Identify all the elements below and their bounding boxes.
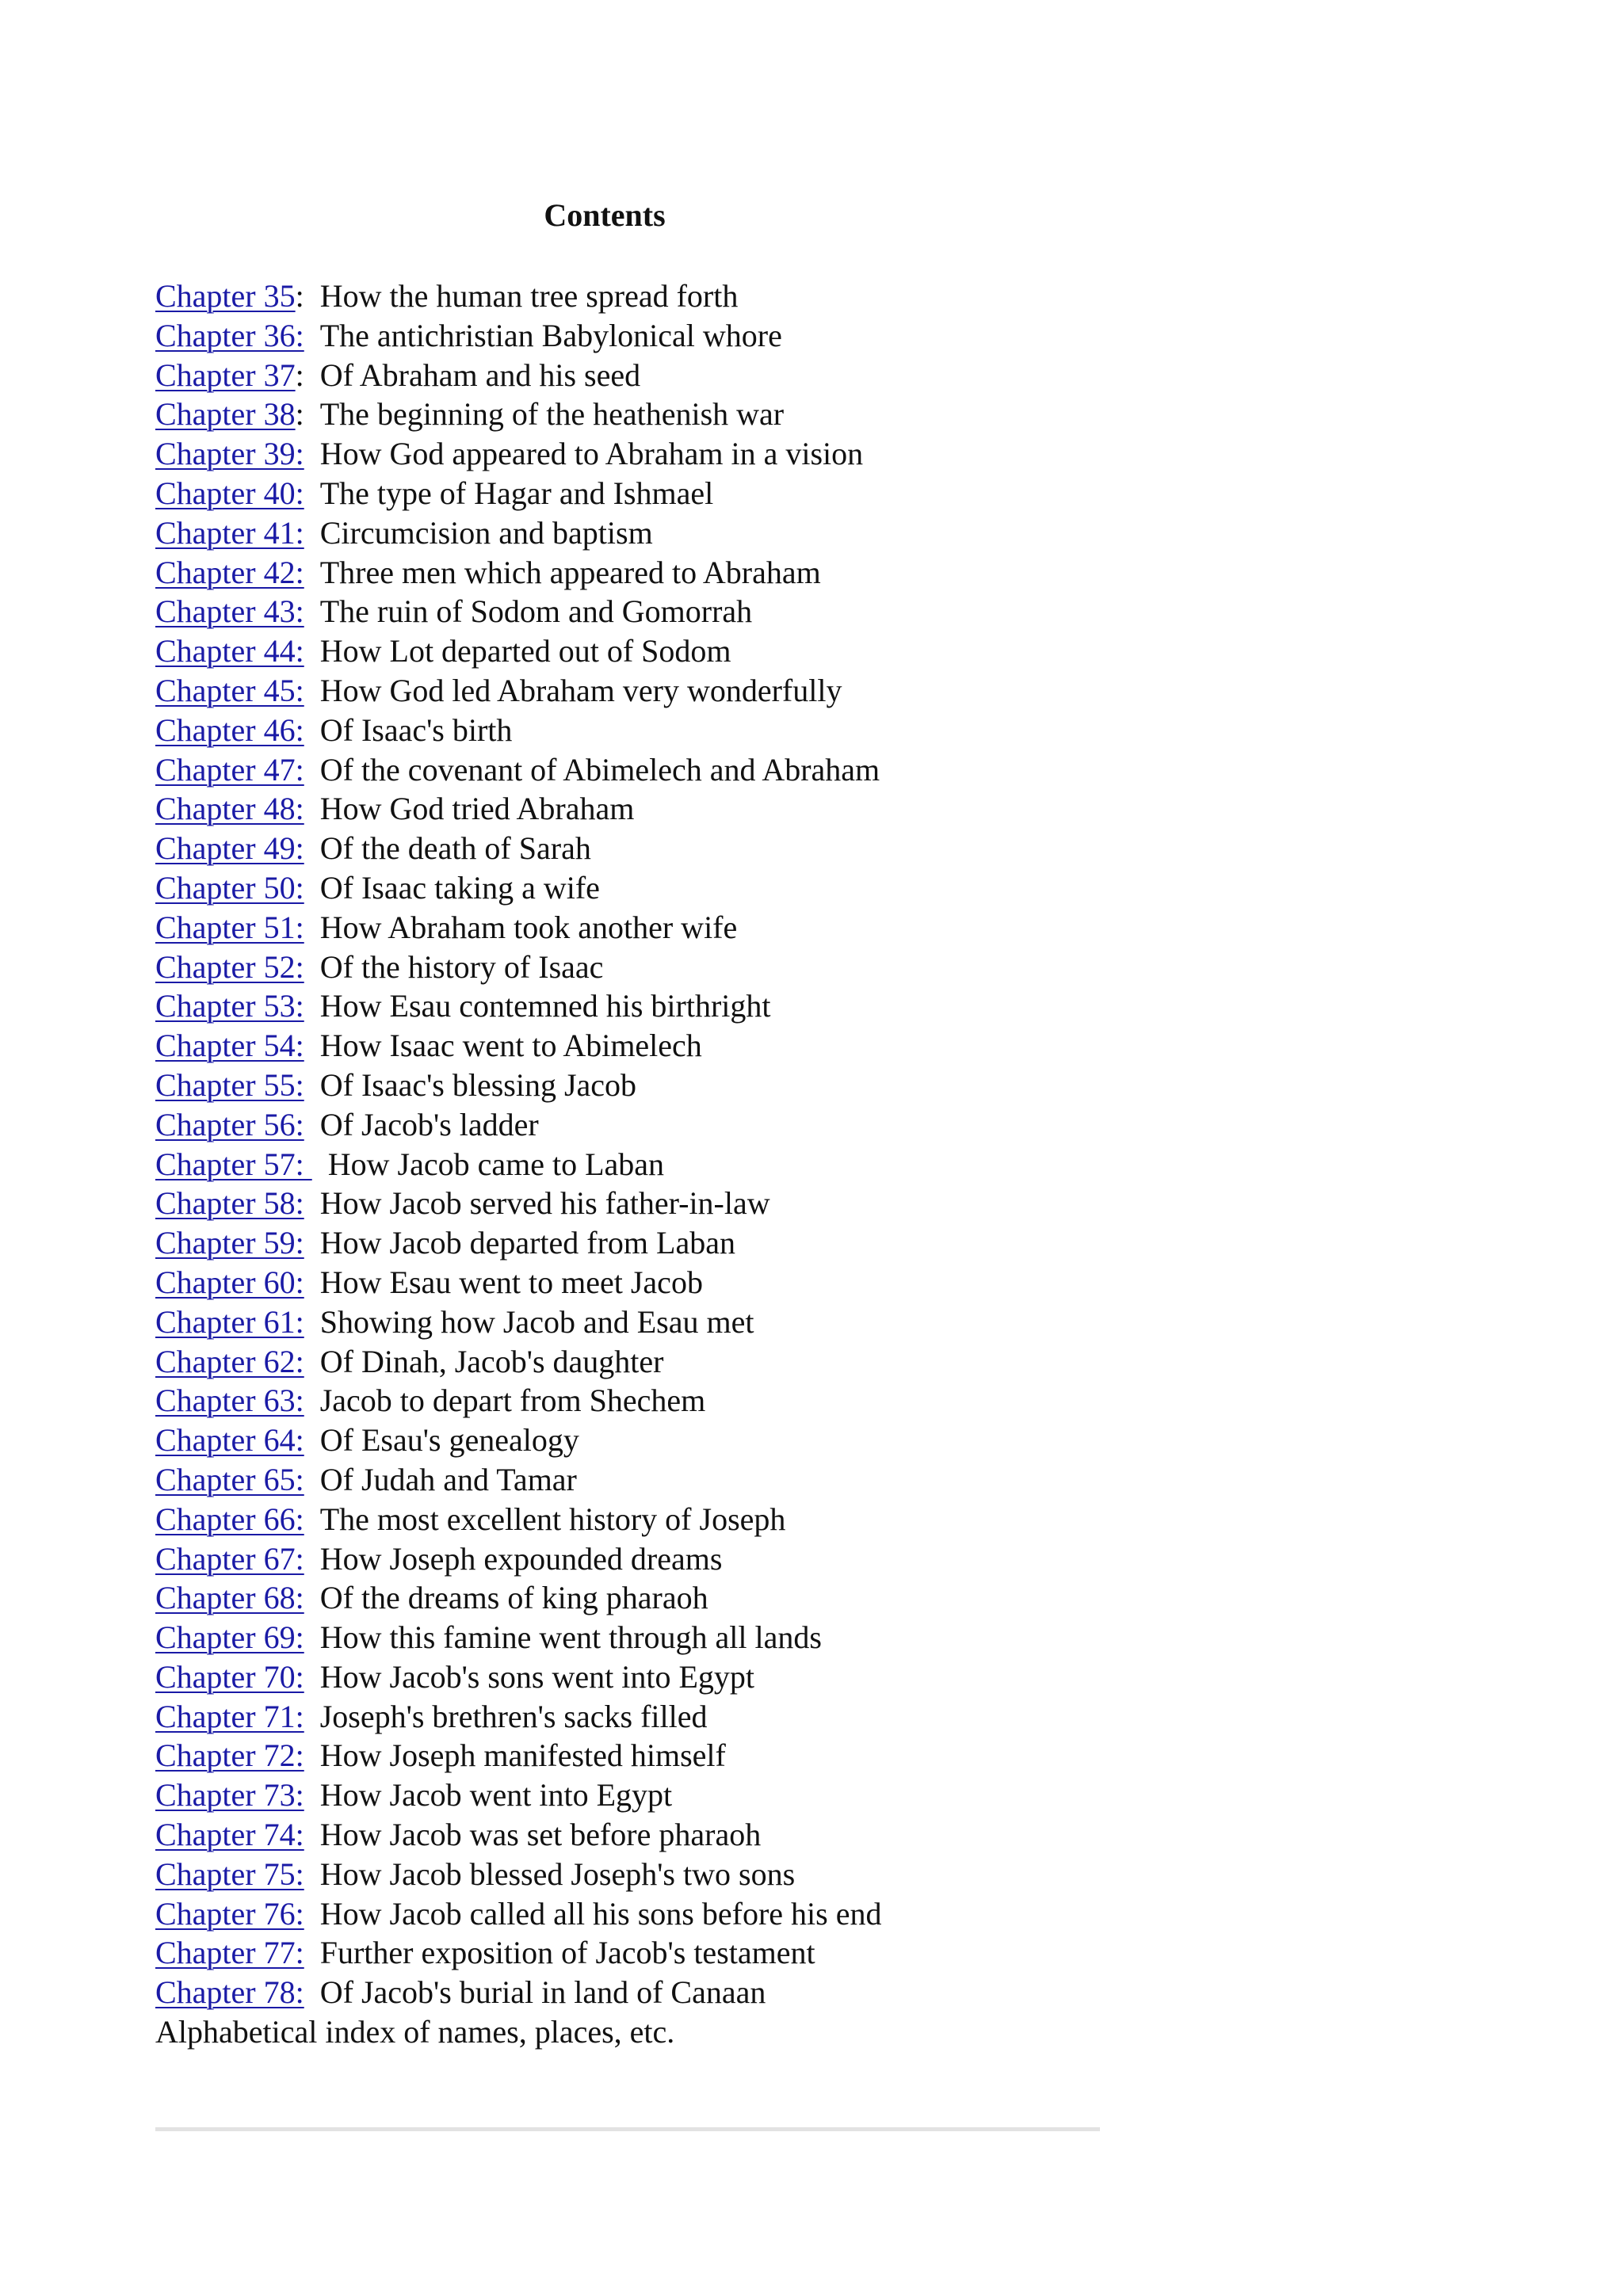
page-title: Contents [544, 197, 666, 233]
chapter-description: How God led Abraham very wonderfully [319, 672, 842, 708]
toc-row [155, 948, 1186, 987]
toc-row [155, 277, 1186, 316]
chapter-link[interactable]: Chapter 48: [155, 791, 304, 827]
toc-row [155, 592, 1186, 631]
chapter-description: Of Isaac's blessing Jacob [319, 1066, 637, 1103]
chapter-description: How Abraham took another wife [319, 909, 738, 945]
chapter-separator: : [295, 396, 304, 433]
chapter-link[interactable]: Chapter 67: [155, 1540, 304, 1577]
toc-row [155, 513, 1186, 553]
toc-row [155, 1539, 1186, 1579]
chapter-description: How Jacob was set before pharaoh [319, 1817, 762, 1853]
chapter-description: The ruin of Sodom and Gomorrah [319, 593, 753, 630]
chapter-link[interactable]: Chapter 50: [155, 869, 304, 906]
chapter-link[interactable]: Chapter 72: [155, 1737, 304, 1774]
chapter-link[interactable]: Chapter 58: [155, 1185, 304, 1222]
chapter-link[interactable]: Chapter 62: [155, 1343, 304, 1379]
toc-row [155, 316, 1186, 356]
chapter-description: How Jacob called all his sons before his end [319, 1895, 882, 1932]
chapter-link[interactable]: Chapter 70: [155, 1658, 304, 1695]
toc-row [155, 1775, 1186, 1815]
chapter-description: Of the dreams of king pharaoh [319, 1580, 708, 1616]
toc-row [155, 1736, 1186, 1775]
chapter-link[interactable]: Chapter 65: [155, 1461, 304, 1497]
toc-row [155, 1145, 1186, 1184]
chapter-link[interactable]: Chapter 44: [155, 633, 304, 669]
chapter-link[interactable]: Chapter 42: [155, 554, 304, 590]
toc-row [155, 1618, 1186, 1657]
toc-row [155, 986, 1186, 1026]
chapter-description: The antichristian Babylonical whore [319, 317, 782, 353]
chapter-description: How God tried Abraham [319, 791, 635, 827]
chapter-description: Of Dinah, Jacob's daughter [319, 1343, 664, 1379]
chapter-description: Circumcision and baptism [319, 514, 653, 551]
chapter-description: How Jacob came to Laban [327, 1146, 665, 1182]
chapter-link[interactable]: Chapter 36: [155, 317, 304, 353]
chapter-link[interactable]: Chapter 46: [155, 711, 304, 748]
chapter-description: Of Judah and Tamar [319, 1461, 577, 1497]
chapter-description: How Jacob's sons went into Egypt [319, 1658, 755, 1695]
toc-row [155, 1342, 1186, 1382]
chapter-link[interactable]: Chapter 51: [155, 909, 304, 945]
chapter-link[interactable]: Chapter 66: [155, 1501, 304, 1537]
toc-row [155, 1302, 1186, 1342]
toc-row [155, 1894, 1186, 1934]
chapter-link[interactable]: Chapter 71: [155, 1698, 304, 1734]
toc-row [155, 1973, 1186, 2012]
chapter-link[interactable]: Chapter 55: [155, 1066, 304, 1103]
chapter-description: How Jacob departed from Laban [319, 1225, 735, 1261]
chapter-link[interactable]: Chapter 56: [155, 1106, 304, 1142]
chapter-description: The most excellent history of Joseph [319, 1501, 786, 1537]
toc-row [155, 1697, 1186, 1737]
horizontal-divider [155, 2127, 1100, 2131]
toc-row [155, 1657, 1186, 1697]
toc-row [155, 395, 1186, 434]
table-of-contents [155, 277, 1186, 2052]
chapter-description: How Jacob went into Egypt [319, 1777, 673, 1814]
chapter-description: Of Esau's genealogy [319, 1422, 579, 1459]
chapter-link[interactable]: Chapter 53: [155, 988, 304, 1024]
toc-row [155, 789, 1186, 829]
chapter-description: How Joseph expounded dreams [319, 1540, 723, 1577]
toc-row [155, 1933, 1186, 1973]
toc-row [155, 671, 1186, 711]
toc-row [155, 1184, 1186, 1223]
chapter-link[interactable]: Chapter 76: [155, 1895, 304, 1932]
chapter-link[interactable]: Chapter 60: [155, 1264, 304, 1300]
chapter-description: How Jacob blessed Joseph's two sons [319, 1855, 796, 1892]
chapter-separator: : [295, 278, 304, 314]
chapter-description: How the human tree spread forth [319, 278, 739, 314]
chapter-link[interactable]: Chapter 77: [155, 1935, 304, 1971]
chapter-description: The beginning of the heathenish war [319, 396, 785, 433]
toc-row [155, 553, 1186, 593]
toc-row [155, 1026, 1186, 1066]
toc-row [155, 1855, 1186, 1894]
chapter-description: Three men which appeared to Abraham [319, 554, 821, 590]
chapter-link[interactable]: Chapter 38 [155, 396, 296, 433]
chapter-description: Of Abraham and his seed [319, 357, 641, 393]
toc-row [155, 829, 1186, 868]
chapter-description: Joseph's brethren's sacks filled [319, 1698, 708, 1734]
toc-row [155, 1263, 1186, 1302]
chapter-link[interactable]: Chapter 37 [155, 357, 296, 393]
chapter-link[interactable]: Chapter 75: [155, 1855, 304, 1892]
chapter-description: How Jacob served his father-in-law [319, 1185, 770, 1222]
chapter-link[interactable]: Chapter 47: [155, 751, 304, 788]
chapter-link[interactable]: Chapter 69: [155, 1619, 304, 1656]
chapter-description: Of Jacob's ladder [319, 1106, 539, 1142]
toc-row [155, 1105, 1186, 1145]
chapter-separator: : [295, 357, 304, 393]
chapter-description: Of the covenant of Abimelech and Abraham [319, 751, 880, 788]
chapter-link[interactable]: Chapter 64: [155, 1422, 304, 1459]
chapter-link[interactable]: Chapter 73: [155, 1777, 304, 1814]
chapter-link[interactable]: Chapter 68: [155, 1580, 304, 1616]
chapter-description: How Esau went to meet Jacob [319, 1264, 703, 1300]
toc-row [155, 1460, 1186, 1500]
chapter-link[interactable]: Chapter 63: [155, 1383, 304, 1419]
chapter-link[interactable]: Chapter 43: [155, 593, 304, 630]
index-entry: Alphabetical index of names, places, etc. [155, 2014, 675, 2050]
toc-row [155, 711, 1186, 750]
chapter-description: Further exposition of Jacob's testament [319, 1935, 815, 1971]
toc-row [155, 474, 1186, 513]
chapter-description: How Isaac went to Abimelech [319, 1028, 702, 1064]
chapter-link[interactable]: Chapter 45: [155, 672, 304, 708]
chapter-link[interactable]: Chapter 61: [155, 1303, 304, 1340]
chapter-description: How Lot departed out of Sodom [319, 633, 731, 669]
chapter-description: Of Isaac's birth [319, 711, 513, 748]
chapter-link[interactable]: Chapter 59: [155, 1225, 304, 1261]
chapter-link[interactable]: Chapter 57: [155, 1146, 312, 1182]
toc-row [155, 1578, 1186, 1618]
toc-row [155, 1815, 1186, 1855]
toc-row [155, 1066, 1186, 1105]
toc-row [155, 750, 1186, 790]
chapter-description: How Esau contemned his birthright [319, 988, 771, 1024]
chapter-description: The type of Hagar and Ishmael [319, 475, 714, 511]
chapter-description: Of Isaac taking a wife [319, 869, 600, 906]
toc-row [155, 1500, 1186, 1539]
chapter-link[interactable]: Chapter 39: [155, 436, 304, 472]
toc-row [155, 908, 1186, 948]
chapter-link[interactable]: Chapter 40: [155, 475, 304, 511]
toc-row [155, 434, 1186, 474]
toc-row [155, 1223, 1186, 1263]
toc-row [155, 1381, 1186, 1421]
chapter-description: Of Jacob's burial in land of Canaan [319, 1974, 766, 2011]
chapter-link[interactable]: Chapter 49: [155, 830, 304, 867]
chapter-description: How Joseph manifested himself [319, 1737, 726, 1774]
chapter-link[interactable]: Chapter 41: [155, 514, 304, 551]
toc-row [155, 631, 1186, 671]
chapter-description: Jacob to depart from Shechem [319, 1383, 706, 1419]
toc-row [155, 1421, 1186, 1460]
chapter-link[interactable]: Chapter 52: [155, 948, 304, 985]
chapter-description: Of the history of Isaac [319, 948, 604, 985]
chapter-link[interactable]: Chapter 35 [155, 278, 296, 314]
toc-row [155, 868, 1186, 908]
chapter-description: How this famine went through all lands [319, 1619, 822, 1656]
chapter-description: Of the death of Sarah [319, 830, 591, 867]
chapter-description: How God appeared to Abraham in a vision [319, 436, 864, 472]
chapter-link[interactable]: Chapter 78: [155, 1974, 304, 2011]
toc-row [155, 356, 1186, 395]
chapter-link[interactable]: Chapter 74: [155, 1817, 304, 1853]
chapter-link[interactable]: Chapter 54: [155, 1028, 304, 1064]
chapter-description: Showing how Jacob and Esau met [319, 1303, 754, 1340]
